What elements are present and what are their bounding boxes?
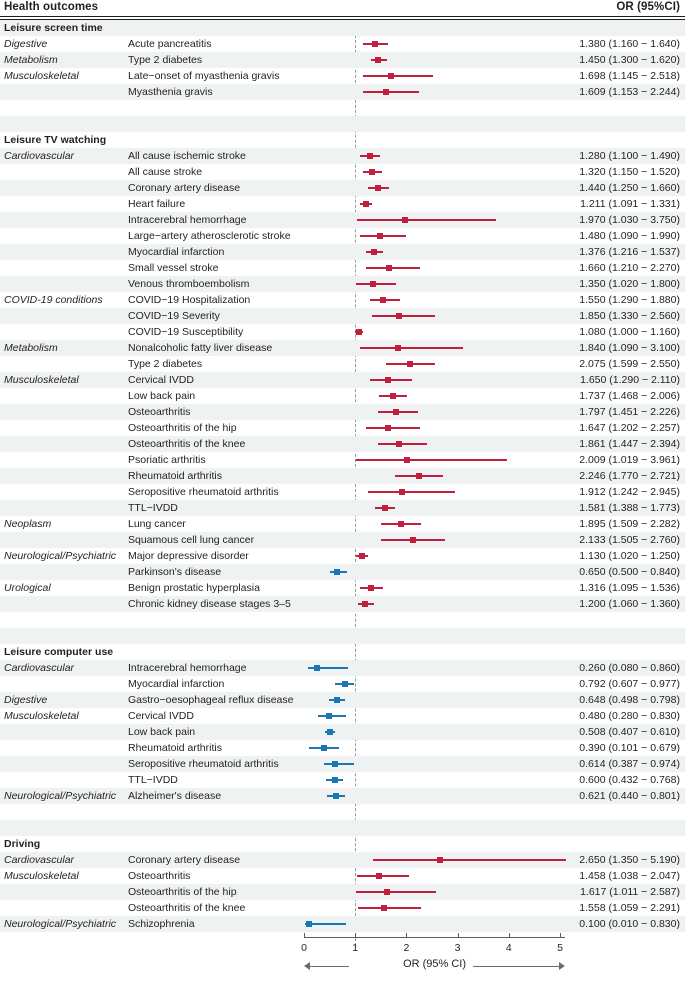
- axis-tick: [406, 933, 407, 938]
- group-label: Driving: [4, 838, 41, 850]
- outcome-label: Late−onset of myasthenia gravis: [128, 70, 280, 82]
- or-ci-value: 1.440 (1.250 − 1.660): [579, 182, 680, 194]
- table-row: [0, 452, 685, 468]
- or-ci-value: 1.376 (1.216 − 1.537): [579, 246, 680, 258]
- point-estimate-marker: [399, 489, 405, 495]
- confidence-interval-bar: [363, 91, 419, 93]
- or-ci-value: 0.260 (0.080 − 0.860): [579, 662, 680, 674]
- axis-tick: [458, 933, 459, 938]
- point-estimate-marker: [332, 777, 338, 783]
- header-or-ci: OR (95%CI): [616, 1, 680, 13]
- table-row: [0, 724, 685, 740]
- confidence-interval-bar: [363, 171, 382, 173]
- table-row: [0, 148, 685, 164]
- outcome-label: Osteoarthritis of the knee: [128, 438, 246, 450]
- point-estimate-marker: [393, 409, 399, 415]
- table-row: [0, 660, 685, 676]
- confidence-interval-bar: [358, 907, 421, 909]
- outcome-label: Rheumatoid arthritis: [128, 742, 222, 754]
- outcome-label: Seropositive rheumatoid arthritis: [128, 758, 279, 770]
- outcome-label: Intracerebral hemorrhage: [128, 662, 247, 674]
- point-estimate-marker: [334, 569, 340, 575]
- outcome-label: Chronic kidney disease stages 3–5: [128, 598, 291, 610]
- table-row: [0, 276, 685, 292]
- table-row: [0, 756, 685, 772]
- group-header-row: [0, 132, 685, 148]
- outcome-label: Osteoarthritis: [128, 870, 191, 882]
- category-label: Musculoskeletal: [4, 710, 79, 722]
- or-ci-value: 1.895 (1.509 − 2.282): [579, 518, 680, 530]
- table-row: [0, 468, 685, 484]
- point-estimate-marker: [367, 153, 373, 159]
- outcome-label: Rheumatoid arthritis: [128, 470, 222, 482]
- confidence-interval-bar: [360, 203, 372, 205]
- outcome-label: All cause stroke: [128, 166, 203, 178]
- point-estimate-marker: [437, 857, 443, 863]
- outcome-label: Benign prostatic hyperplasia: [128, 582, 260, 594]
- outcome-label: Large−artery atherosclerotic stroke: [128, 230, 291, 242]
- category-label: Digestive: [4, 694, 48, 706]
- table-row: [0, 212, 685, 228]
- or-ci-value: 1.280 (1.100 − 1.490): [579, 150, 680, 162]
- table-row: [0, 676, 685, 692]
- point-estimate-marker: [404, 457, 410, 463]
- category-label: Urological: [4, 582, 51, 594]
- point-estimate-marker: [314, 665, 320, 671]
- or-ci-value: 0.480 (0.280 − 0.830): [579, 710, 680, 722]
- axis-tick-label: 0: [301, 942, 307, 954]
- table-row: [0, 708, 685, 724]
- table-row: [0, 36, 685, 52]
- table-row: [0, 740, 685, 756]
- spacer-row: [0, 612, 685, 628]
- table-row: [0, 340, 685, 356]
- or-ci-value: 1.450 (1.300 − 1.620): [579, 54, 680, 66]
- table-row: [0, 868, 685, 884]
- or-ci-value: 1.970 (1.030 − 3.750): [579, 214, 680, 226]
- point-estimate-marker: [410, 537, 416, 543]
- or-ci-value: 1.660 (1.210 − 2.270): [579, 262, 680, 274]
- confidence-interval-bar: [371, 59, 387, 61]
- table-row: [0, 484, 685, 500]
- table-row: [0, 788, 685, 804]
- table-row: [0, 500, 685, 516]
- confidence-interval-bar: [373, 859, 566, 861]
- outcome-label: Osteoarthritis of the hip: [128, 422, 237, 434]
- point-estimate-marker: [356, 329, 362, 335]
- spacer-row: [0, 628, 685, 644]
- outcome-label: Lung cancer: [128, 518, 186, 530]
- point-estimate-marker: [381, 905, 387, 911]
- or-ci-value: 1.617 (1.011 − 2.587): [580, 886, 680, 898]
- point-estimate-marker: [390, 393, 396, 399]
- point-estimate-marker: [369, 169, 375, 175]
- outcome-label: Osteoarthritis: [128, 406, 191, 418]
- confidence-interval-bar: [356, 459, 507, 461]
- outcome-label: Low back pain: [128, 726, 196, 738]
- point-estimate-marker: [321, 745, 327, 751]
- spacer-row: [0, 100, 685, 116]
- category-label: Metabolism: [4, 54, 58, 66]
- confidence-interval-bar: [363, 43, 388, 45]
- outcome-label: Myasthenia gravis: [128, 86, 213, 98]
- confidence-interval-bar: [378, 443, 426, 445]
- point-estimate-marker: [402, 217, 408, 223]
- or-ci-value: 0.621 (0.440 − 0.801): [579, 790, 680, 802]
- table-row: [0, 852, 685, 868]
- or-ci-value: 1.861 (1.447 − 2.394): [579, 438, 680, 450]
- confidence-interval-bar: [360, 235, 406, 237]
- axis-title: OR (95% CI): [403, 958, 467, 970]
- confidence-interval-bar: [395, 475, 444, 477]
- confidence-interval-bar: [360, 587, 383, 589]
- outcome-label: COVID−19 Susceptibility: [128, 326, 244, 338]
- table-row: [0, 564, 685, 580]
- point-estimate-marker: [386, 265, 392, 271]
- table-row: [0, 372, 685, 388]
- confidence-interval-bar: [379, 395, 407, 397]
- point-estimate-marker: [375, 57, 381, 63]
- outcome-label: TTL−IVDD: [128, 774, 178, 786]
- or-ci-value: 1.840 (1.090 − 3.100): [579, 342, 680, 354]
- point-estimate-marker: [370, 281, 376, 287]
- point-estimate-marker: [384, 889, 390, 895]
- or-ci-value: 1.350 (1.020 − 1.800): [579, 278, 680, 290]
- confidence-interval-bar: [366, 427, 420, 429]
- confidence-interval-bar: [368, 491, 455, 493]
- or-ci-value: 0.614 (0.387 − 0.974): [579, 758, 680, 770]
- or-ci-value: 1.647 (1.202 − 2.257): [579, 422, 680, 434]
- confidence-interval-bar: [366, 251, 382, 253]
- outcome-label: Venous thromboembolism: [128, 278, 250, 290]
- confidence-interval-bar: [305, 923, 347, 925]
- point-estimate-marker: [388, 73, 394, 79]
- or-ci-value: 1.080 (1.000 − 1.160): [579, 326, 680, 338]
- table-row: [0, 52, 685, 68]
- category-label: Musculoskeletal: [4, 374, 79, 386]
- point-estimate-marker: [333, 793, 339, 799]
- outcome-label: Osteoarthritis of the knee: [128, 902, 246, 914]
- confidence-interval-bar: [372, 315, 435, 317]
- category-label: Cardiovascular: [4, 662, 75, 674]
- outcome-label: Myocardial infarction: [128, 246, 225, 258]
- table-row: [0, 436, 685, 452]
- or-ci-value: 1.650 (1.290 − 2.110): [580, 374, 680, 386]
- outcome-label: Cervical IVDD: [128, 374, 194, 386]
- point-estimate-marker: [398, 521, 404, 527]
- point-estimate-marker: [416, 473, 422, 479]
- or-ci-value: 1.581 (1.388 − 1.773): [579, 502, 680, 514]
- confidence-interval-bar: [324, 763, 354, 765]
- outcome-label: TTL−IVDD: [128, 502, 178, 514]
- table-row: [0, 772, 685, 788]
- axis-tick-label: 4: [505, 942, 512, 954]
- or-ci-value: 1.609 (1.153 − 2.244): [579, 86, 680, 98]
- confidence-interval-bar: [326, 779, 343, 781]
- point-estimate-marker: [306, 921, 312, 927]
- outcome-label: Intracerebral hemorrhage: [128, 214, 247, 226]
- spacer-row: [0, 804, 685, 820]
- or-ci-value: 1.797 (1.451 − 2.226): [579, 406, 680, 418]
- point-estimate-marker: [342, 681, 348, 687]
- or-ci-value: 0.390 (0.101 − 0.679): [579, 742, 680, 754]
- outcome-label: COVID−19 Hospitalization: [128, 294, 251, 306]
- category-label: Cardiovascular: [4, 150, 75, 162]
- group-label: Leisure computer use: [4, 646, 114, 658]
- confidence-interval-bar: [378, 411, 418, 413]
- table-row: [0, 244, 685, 260]
- outcome-label: All cause ischemic stroke: [128, 150, 246, 162]
- table-row: [0, 228, 685, 244]
- category-label: Neurological/Psychiatric: [4, 550, 117, 562]
- outcome-label: Alzheimer's disease: [128, 790, 222, 802]
- confidence-interval-bar: [386, 363, 435, 365]
- group-header-row: [0, 20, 685, 36]
- outcome-label: Heart failure: [128, 198, 186, 210]
- axis-direction-arrow: [310, 966, 349, 967]
- or-ci-value: 0.100 (0.010 − 0.830): [579, 918, 680, 930]
- point-estimate-marker: [395, 345, 401, 351]
- point-estimate-marker: [372, 41, 378, 47]
- confidence-interval-bar: [356, 555, 368, 557]
- table-row: [0, 84, 685, 100]
- point-estimate-marker: [376, 873, 382, 879]
- table-row: [0, 420, 685, 436]
- or-ci-value: 1.130 (1.020 − 1.250): [579, 550, 680, 562]
- confidence-interval-bar: [381, 539, 445, 541]
- outcome-label: Type 2 diabetes: [128, 358, 203, 370]
- confidence-interval-bar: [370, 299, 400, 301]
- confidence-interval-bar: [375, 507, 395, 509]
- confidence-interval-bar: [355, 331, 363, 333]
- axis-tick: [304, 933, 305, 938]
- forest-rows: [0, 20, 685, 932]
- table-row: [0, 68, 685, 84]
- outcome-label: Coronary artery disease: [128, 854, 241, 866]
- table-row: [0, 196, 685, 212]
- confidence-interval-bar: [360, 155, 380, 157]
- table-row: [0, 388, 685, 404]
- point-estimate-marker: [385, 377, 391, 383]
- axis-tick: [509, 933, 510, 938]
- category-label: Neurological/Psychiatric: [4, 918, 117, 930]
- axis-tick-label: 1: [352, 942, 359, 954]
- point-estimate-marker: [326, 713, 332, 719]
- category-label: Neurological/Psychiatric: [4, 790, 117, 802]
- outcome-label: Parkinson's disease: [128, 566, 222, 578]
- group-header-row: [0, 644, 685, 660]
- or-ci-value: 1.550 (1.290 − 1.880): [579, 294, 680, 306]
- point-estimate-marker: [407, 361, 413, 367]
- table-row: [0, 324, 685, 340]
- table-row: [0, 164, 685, 180]
- category-label: Digestive: [4, 38, 48, 50]
- point-estimate-marker: [371, 249, 377, 255]
- outcome-label: Squamous cell lung cancer: [128, 534, 255, 546]
- or-ci-value: 0.648 (0.498 − 0.798): [579, 694, 680, 706]
- or-ci-value: 1.380 (1.160 − 1.640): [579, 38, 680, 50]
- table-row: [0, 548, 685, 564]
- table-row: [0, 516, 685, 532]
- or-ci-value: 1.200 (1.060 − 1.360): [579, 598, 680, 610]
- or-ci-value: 0.650 (0.500 − 0.840): [579, 566, 680, 578]
- confidence-interval-bar: [370, 379, 412, 381]
- table-row: [0, 532, 685, 548]
- outcome-label: Nonalcoholic fatty liver disease: [128, 342, 273, 354]
- point-estimate-marker: [332, 761, 338, 767]
- outcome-label: Gastro−oesophageal reflux disease: [128, 694, 294, 706]
- or-ci-value: 1.698 (1.145 − 2.518): [579, 70, 680, 82]
- confidence-interval-bar: [357, 875, 409, 877]
- or-ci-value: 2.133 (1.505 − 2.760): [579, 534, 680, 546]
- confidence-interval-bar: [381, 523, 421, 525]
- spacer-row: [0, 820, 685, 836]
- or-ci-value: 1.737 (1.468 − 2.006): [579, 390, 680, 402]
- axis-direction-arrow: [473, 966, 560, 967]
- confidence-interval-bar: [360, 347, 463, 349]
- table-header: [0, 0, 685, 17]
- point-estimate-marker: [377, 233, 383, 239]
- confidence-interval-bar: [358, 603, 373, 605]
- outcome-label: Seropositive rheumatoid arthritis: [128, 486, 279, 498]
- confidence-interval-bar: [308, 667, 348, 669]
- point-estimate-marker: [385, 425, 391, 431]
- table-row: [0, 180, 685, 196]
- arrow-head-left: [304, 962, 310, 970]
- table-row: [0, 260, 685, 276]
- point-estimate-marker: [334, 697, 340, 703]
- point-estimate-marker: [396, 313, 402, 319]
- or-ci-value: 2.075 (1.599 − 2.550): [579, 358, 680, 370]
- axis-tick-label: 2: [403, 942, 410, 954]
- header-health-outcomes: Health outcomes: [4, 1, 99, 13]
- point-estimate-marker: [327, 729, 333, 735]
- confidence-interval-bar: [356, 891, 437, 893]
- axis-tick: [355, 933, 356, 938]
- category-label: COVID-19 conditions: [4, 294, 103, 306]
- category-label: Musculoskeletal: [4, 870, 79, 882]
- or-ci-value: 2.650 (1.350 − 5.190): [579, 854, 680, 866]
- point-estimate-marker: [362, 601, 368, 607]
- or-ci-value: 0.792 (0.607 − 0.977): [579, 678, 680, 690]
- table-row: [0, 580, 685, 596]
- axis-tick: [560, 933, 561, 938]
- outcome-label: COVID−19 Severity: [128, 310, 220, 322]
- category-label: Cardiovascular: [4, 854, 75, 866]
- table-row: [0, 292, 685, 308]
- confidence-interval-bar: [357, 219, 496, 221]
- point-estimate-marker: [380, 297, 386, 303]
- category-label: Neoplasm: [4, 518, 52, 530]
- arrow-head-right: [559, 962, 565, 970]
- confidence-interval-bar: [309, 747, 339, 749]
- or-ci-value: 1.912 (1.242 − 2.945): [579, 486, 680, 498]
- table-row: [0, 884, 685, 900]
- outcome-label: Low back pain: [128, 390, 196, 402]
- confidence-interval-bar: [356, 283, 396, 285]
- outcome-label: Acute pancreatitis: [128, 38, 212, 50]
- confidence-interval-bar: [329, 699, 344, 701]
- confidence-interval-bar: [335, 683, 354, 685]
- axis-tick-label: 5: [557, 942, 563, 954]
- table-row: [0, 404, 685, 420]
- or-ci-value: 1.850 (1.330 − 2.560): [579, 310, 680, 322]
- axis-line: [304, 937, 565, 938]
- point-estimate-marker: [359, 553, 365, 559]
- confidence-interval-bar: [327, 795, 345, 797]
- table-row: [0, 356, 685, 372]
- outcome-label: Psoriatic arthritis: [128, 454, 206, 466]
- confidence-interval-bar: [368, 187, 389, 189]
- point-estimate-marker: [363, 201, 369, 207]
- or-ci-value: 1.320 (1.150 − 1.520): [579, 166, 680, 178]
- confidence-interval-bar: [325, 731, 335, 733]
- table-row: [0, 308, 685, 324]
- outcome-label: Schizophrenia: [128, 918, 195, 930]
- or-ci-value: 1.480 (1.090 − 1.990): [579, 230, 680, 242]
- group-label: Leisure screen time: [4, 22, 103, 34]
- confidence-interval-bar: [330, 571, 347, 573]
- or-ci-value: 2.246 (1.770 − 2.721): [579, 470, 680, 482]
- or-ci-value: 1.458 (1.038 − 2.047): [579, 870, 680, 882]
- outcome-label: Type 2 diabetes: [128, 54, 203, 66]
- point-estimate-marker: [368, 585, 374, 591]
- or-ci-value: 0.508 (0.407 − 0.610): [579, 726, 680, 738]
- confidence-interval-bar: [366, 267, 420, 269]
- point-estimate-marker: [382, 505, 388, 511]
- outcome-label: Osteoarthritis of the hip: [128, 886, 237, 898]
- confidence-interval-bar: [318, 715, 346, 717]
- confidence-interval-bar: [363, 75, 433, 77]
- outcome-label: Coronary artery disease: [128, 182, 241, 194]
- or-ci-value: 1.211 (1.091 − 1.331): [580, 198, 680, 210]
- table-row: [0, 596, 685, 612]
- table-row: [0, 916, 685, 932]
- spacer-row: [0, 116, 685, 132]
- group-label: Leisure TV watching: [4, 134, 107, 146]
- outcome-label: Cervical IVDD: [128, 710, 194, 722]
- point-estimate-marker: [383, 89, 389, 95]
- or-ci-value: 1.558 (1.059 − 2.291): [579, 902, 680, 914]
- x-axis-arrow-bar: [0, 960, 685, 984]
- or-ci-value: 0.600 (0.432 − 0.768): [579, 774, 680, 786]
- category-label: Musculoskeletal: [4, 70, 79, 82]
- category-label: Metabolism: [4, 342, 58, 354]
- or-ci-value: 1.316 (1.095 − 1.536): [579, 582, 680, 594]
- outcome-label: Myocardial infarction: [128, 678, 225, 690]
- header-rule-upper: [0, 16, 685, 17]
- outcome-label: Small vessel stroke: [128, 262, 219, 274]
- table-row: [0, 692, 685, 708]
- outcome-label: Major depressive disorder: [128, 550, 249, 562]
- or-ci-value: 2.009 (1.019 − 3.961): [579, 454, 680, 466]
- point-estimate-marker: [396, 441, 402, 447]
- axis-tick-label: 3: [454, 942, 461, 954]
- group-header-row: [0, 836, 685, 852]
- table-row: [0, 900, 685, 916]
- point-estimate-marker: [375, 185, 381, 191]
